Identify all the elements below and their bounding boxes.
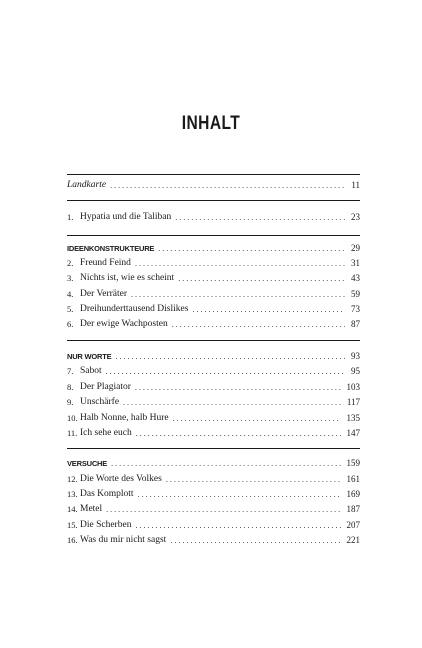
dot-leader — [172, 320, 345, 330]
toc-entry-row[interactable] — [67, 317, 360, 330]
toc-section-title: IDEENKONSTRUKTEURE — [67, 244, 155, 253]
toc-entry-title: Unschärfe — [80, 397, 120, 407]
toc-entry-number: 13. — [67, 489, 78, 499]
section-divider — [67, 174, 360, 175]
dot-leader — [123, 398, 341, 408]
section-divider — [67, 200, 360, 201]
toc-section-title: NUR WORTE — [67, 352, 112, 361]
section-divider — [67, 235, 360, 236]
dot-leader — [173, 414, 341, 424]
toc-section-row[interactable] — [67, 349, 360, 362]
toc-page-number: 23 — [351, 212, 360, 222]
toc-entry-row[interactable] — [67, 411, 360, 424]
toc-entry-title: Landkarte — [67, 180, 107, 190]
dot-leader — [111, 459, 340, 469]
toc-entry-row[interactable] — [67, 426, 360, 439]
toc-entry-row[interactable] — [67, 502, 360, 515]
toc-entry-title: Die Scherben — [80, 520, 132, 530]
dot-leader — [131, 290, 345, 300]
toc-entry-row[interactable] — [67, 364, 360, 377]
toc-entry-row[interactable] — [67, 380, 360, 393]
toc-page-number: 31 — [351, 258, 360, 268]
toc-page-number: 147 — [346, 428, 360, 438]
dot-leader — [166, 475, 341, 485]
toc-entry-title: Der Plagiator — [80, 382, 131, 392]
toc-entry-row[interactable] — [67, 271, 360, 284]
toc-entry-number: 10. — [67, 413, 78, 423]
toc-entry-number: 14. — [67, 504, 78, 514]
toc-entry-number: 5. — [67, 304, 74, 314]
toc-page-number: 11 — [351, 180, 360, 190]
dot-leader — [135, 521, 340, 531]
toc-entry-row[interactable] — [67, 287, 360, 300]
toc-entry-number: 1. — [67, 212, 74, 222]
dot-leader — [136, 429, 341, 439]
toc-section-row[interactable] — [67, 456, 360, 469]
toc-entry-number: 3. — [67, 273, 74, 283]
toc-entry-title: Hypatia und die Taliban — [80, 212, 172, 222]
dot-leader — [115, 352, 345, 362]
toc-entry-title: Sabot — [80, 366, 102, 376]
dot-leader — [106, 505, 340, 515]
toc-entry-number: 11. — [67, 428, 78, 438]
toc-entry-number: 2. — [67, 258, 74, 268]
toc-entry-row[interactable] — [67, 178, 360, 191]
toc-page-number: 93 — [351, 351, 360, 361]
toc-entry-title: Das Komplott — [80, 489, 134, 499]
toc-entry-row[interactable] — [67, 533, 360, 546]
section-divider — [67, 340, 360, 341]
toc-entry-title: Die Worte des Volkes — [80, 474, 162, 484]
toc-page-number: 43 — [351, 273, 360, 283]
toc-entry-title: Freund Feind — [80, 258, 131, 268]
dot-leader — [135, 383, 341, 393]
toc-section-title: VERSUCHE — [67, 459, 108, 468]
toc-entry-number: 16. — [67, 535, 78, 545]
dot-leader — [175, 213, 345, 223]
toc-entry-number: 9. — [67, 397, 74, 407]
toc-entry-number: 4. — [67, 289, 74, 299]
toc-entry-row[interactable] — [67, 487, 360, 500]
toc-entry-number: 7. — [67, 366, 74, 376]
section-divider — [67, 448, 360, 449]
toc-page-number: 187 — [346, 504, 360, 514]
toc-entry-number: 15. — [67, 520, 78, 530]
toc-entry-title: Nichts ist, wie es scheint — [80, 273, 175, 283]
toc-entry-row[interactable] — [67, 518, 360, 531]
dot-leader — [135, 259, 345, 269]
toc-entry-number: 6. — [67, 319, 74, 329]
toc-entry-row[interactable] — [67, 472, 360, 485]
dot-leader — [158, 244, 345, 254]
toc-page-number: 207 — [346, 520, 360, 530]
dot-leader — [138, 490, 341, 500]
toc-page-number: 95 — [351, 366, 360, 376]
dot-leader — [106, 367, 345, 377]
dot-leader — [170, 536, 340, 546]
toc-page-number: 161 — [346, 474, 360, 484]
toc-page-number: 59 — [351, 289, 360, 299]
toc-entry-title: Ich sehe euch — [80, 428, 132, 438]
toc-entry-row[interactable] — [67, 395, 360, 408]
toc-page-number: 117 — [346, 397, 360, 407]
toc-entry-row[interactable] — [67, 210, 360, 223]
toc-page-number: 135 — [346, 413, 360, 423]
toc-page-number: 221 — [346, 535, 360, 545]
toc-page-number: 169 — [346, 489, 360, 499]
dot-leader — [110, 181, 345, 191]
toc-page-number: 87 — [351, 319, 360, 329]
toc-entry-title: Der Verräter — [80, 289, 128, 299]
toc-entry-row[interactable] — [67, 256, 360, 269]
toc-entry-title: Der ewige Wachposten — [80, 319, 168, 329]
toc-entry-title: Dreihunderttausend Dislikes — [80, 304, 189, 314]
toc-entry-title: Halb Nonne, halb Hure — [80, 413, 169, 423]
toc-entry-title: Metel — [80, 504, 103, 514]
toc-section-row[interactable] — [67, 241, 360, 254]
toc-page-number: 29 — [351, 243, 360, 253]
dot-leader — [192, 305, 345, 315]
toc-entry-number: 12. — [67, 474, 78, 484]
page-title: INHALT — [181, 113, 241, 134]
toc-page-number: 73 — [351, 304, 360, 314]
toc-entry-number: 8. — [67, 382, 74, 392]
toc-entry-title: Was du mir nicht sagst — [80, 535, 167, 545]
toc-page-number: 103 — [346, 382, 360, 392]
dot-leader — [178, 274, 345, 284]
toc-entry-row[interactable] — [67, 302, 360, 315]
toc-page-number: 159 — [346, 458, 360, 468]
